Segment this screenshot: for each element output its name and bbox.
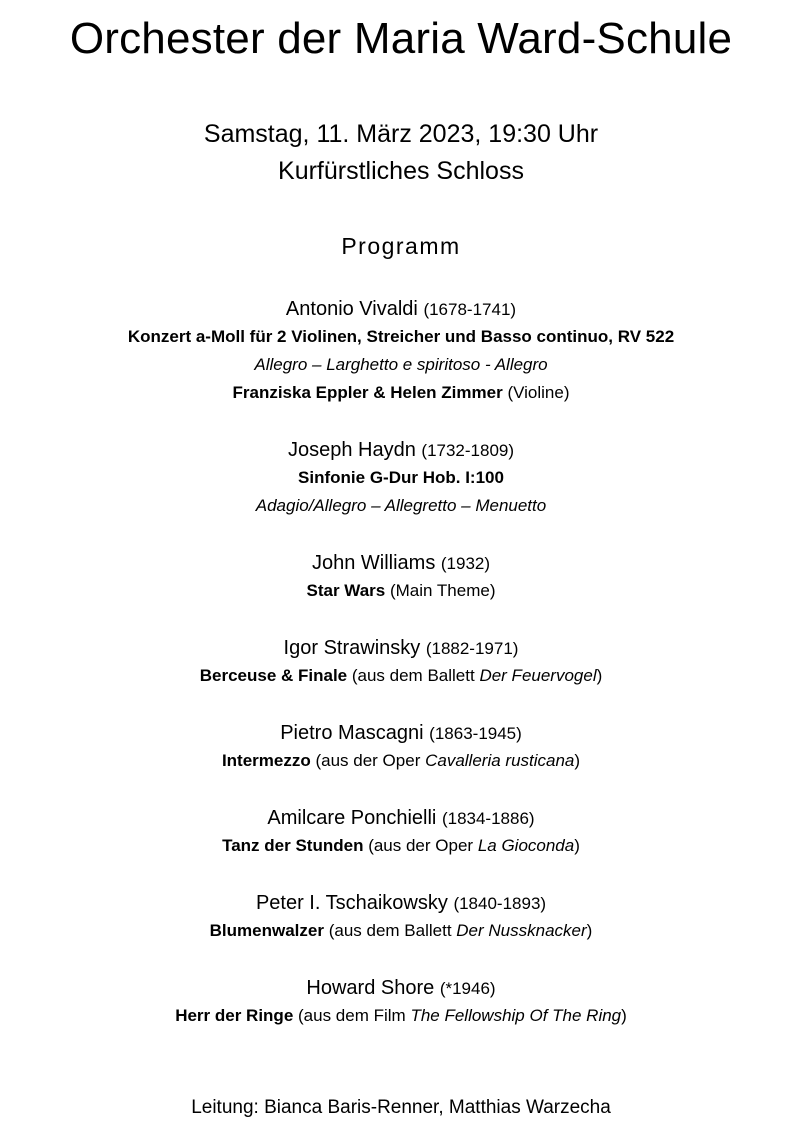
work-line bbox=[0, 1002, 802, 1030]
composer-line bbox=[0, 550, 802, 577]
composer-years: (1932) bbox=[440, 554, 491, 573]
composer-line bbox=[0, 805, 802, 832]
work-title: Herr der Ringe bbox=[175, 1006, 294, 1025]
program-item-ponchielli bbox=[0, 805, 802, 860]
work-title: Konzert a-Moll für 2 Violinen, Streicher und Basso continuo, RV 522 bbox=[127, 327, 675, 346]
composer-line bbox=[0, 720, 802, 747]
source-prefix: (aus dem Ballett bbox=[351, 666, 475, 685]
composer-years: (1834-1886) bbox=[441, 809, 535, 828]
work-line bbox=[0, 662, 802, 690]
soloists-names: Franziska Eppler & Helen Zimmer bbox=[232, 383, 503, 402]
program-item-mascagni bbox=[0, 720, 802, 775]
composer-years: (1863-1945) bbox=[429, 724, 522, 743]
work-line bbox=[0, 747, 802, 775]
composer-name: Howard Shore bbox=[306, 977, 435, 999]
composer-line bbox=[0, 890, 802, 917]
composer-years: (1732-1809) bbox=[421, 441, 515, 460]
composer-line bbox=[0, 296, 802, 323]
program-item-haydn bbox=[0, 437, 802, 520]
work-title: Berceuse & Finale bbox=[199, 666, 348, 685]
composer-line bbox=[0, 975, 802, 1002]
concert-venue: Kurfürstliches Schloss bbox=[278, 157, 524, 185]
composer-name: Pietro Mascagni bbox=[280, 722, 424, 744]
source-prefix: (aus dem Film bbox=[298, 1006, 406, 1025]
work-title: Sinfonie G-Dur Hob. I:100 bbox=[298, 468, 504, 487]
concert-title: Orchester der Maria Ward-Schule bbox=[69, 14, 733, 63]
source-title: Der Feuervogel bbox=[479, 666, 597, 685]
program-item-vivaldi bbox=[0, 296, 802, 407]
composer-years: (1882-1971) bbox=[425, 639, 519, 658]
composer-name: Amilcare Ponchielli bbox=[267, 807, 437, 829]
source-title: La Gioconda bbox=[477, 836, 575, 855]
conductors-line: Leitung: Bianca Baris-Renner, Matthias Warzecha bbox=[191, 1097, 611, 1118]
composer-name: Antonio Vivaldi bbox=[285, 298, 418, 320]
composer-years: (1840-1893) bbox=[453, 894, 547, 913]
composer-years: (1678-1741) bbox=[423, 300, 517, 319]
composer-years: (*1946) bbox=[439, 979, 496, 998]
composer-name: Peter I. Tschaikowsky bbox=[255, 892, 448, 914]
program-heading: Programm bbox=[341, 233, 461, 259]
work-title: Blumenwalzer bbox=[209, 921, 324, 940]
source-prefix: (aus dem Ballett bbox=[328, 921, 452, 940]
program-item-tschaikowsky bbox=[0, 890, 802, 945]
composer-name: Igor Strawinsky bbox=[283, 637, 421, 659]
source-suffix: ) bbox=[621, 1006, 627, 1025]
work-title: Star Wars bbox=[306, 581, 386, 600]
source-suffix: ) bbox=[596, 666, 603, 685]
work-note: (Main Theme) bbox=[389, 581, 496, 600]
composer-name: John Williams bbox=[311, 552, 436, 574]
work-line bbox=[0, 917, 802, 945]
source-suffix: ) bbox=[574, 751, 581, 770]
source-title: Der Nussknacker bbox=[456, 921, 587, 940]
work-title: Tanz der Stunden bbox=[222, 836, 364, 855]
source-title: Cavalleria rusticana bbox=[425, 751, 575, 770]
composer-line bbox=[0, 437, 802, 464]
source-suffix: ) bbox=[586, 921, 593, 940]
program-item-shore bbox=[0, 975, 802, 1030]
work-movements: Adagio/Allegro – Allegretto – Menuetto bbox=[255, 496, 547, 515]
soloists-instrument: (Violine) bbox=[507, 383, 570, 402]
source-suffix: ) bbox=[574, 836, 580, 855]
soloists-line bbox=[0, 379, 802, 407]
source-title: The Fellowship Of The Ring bbox=[410, 1006, 622, 1025]
source-prefix: (aus der Oper bbox=[315, 751, 421, 770]
work-line bbox=[0, 832, 802, 860]
composer-name: Joseph Haydn bbox=[287, 439, 416, 461]
program-item-williams bbox=[0, 550, 802, 605]
composer-line bbox=[0, 635, 802, 662]
concert-date-time: Samstag, 11. März 2023, 19:30 Uhr bbox=[203, 120, 599, 148]
work-line bbox=[0, 577, 802, 605]
source-prefix: (aus der Oper bbox=[368, 836, 474, 855]
program-list bbox=[0, 296, 802, 1030]
work-title: Intermezzo bbox=[221, 751, 311, 770]
program-item-strawinsky bbox=[0, 635, 802, 690]
work-movements: Allegro – Larghetto e spiritoso - Allegro bbox=[254, 355, 548, 374]
